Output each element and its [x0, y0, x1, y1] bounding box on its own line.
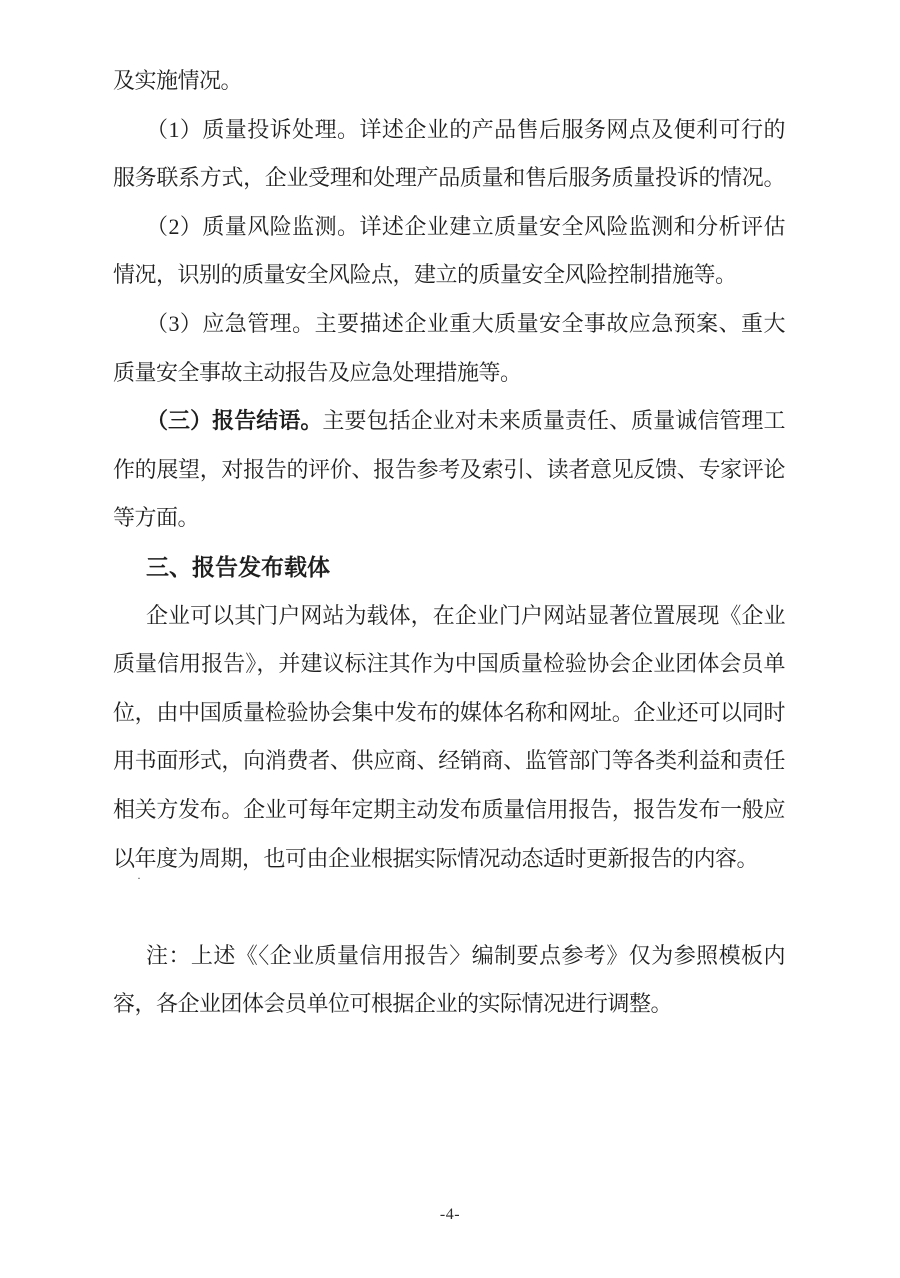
paragraph-start-line: 企业可以其门户网站为载体，在企业门户网站显著位置展现《企业 — [146, 602, 785, 628]
paragraph-line: 等方面。 — [113, 505, 200, 531]
paragraph-line: 质量信用报告》，并建议标注其作为中国质量检验协会企业团体会员单 — [113, 651, 785, 677]
blank-line — [113, 883, 785, 932]
paragraph-line: 以年度为周期，也可由企业根据实际情况动态适时更新报告的内容。 — [113, 845, 759, 871]
page-number: -4- — [439, 1206, 461, 1223]
scan-artifact-dot: · — [137, 871, 141, 885]
paragraph-line: 位，由中国质量检验协会集中发布的媒体名称和网址。企业还可以同时 — [113, 699, 785, 725]
paragraph-line: 服务联系方式，企业受理和处理产品质量和售后服务质量投诉的情况。 — [113, 165, 785, 191]
paragraph-start-line: （1）质量投诉处理。详述企业的产品售后服务网点及便利可行的 — [146, 116, 785, 142]
paragraph-line: 及实施情况。 — [113, 68, 243, 93]
paragraph-line: 情况，识别的质量安全风险点，建立的质量安全风险控制措施等。 — [113, 262, 737, 288]
paragraph-line: 相关方发布。企业可每年定期主动发布质量信用报告，报告发布一般应 — [113, 796, 785, 822]
paragraph-line: 质量安全事故主动报告及应急处理措施等。 — [113, 359, 522, 385]
section-heading: 三、报告发布载体 — [146, 553, 330, 580]
paragraph-start-line: （3）应急管理。主要描述企业重大质量安全事故应急预案、重大 — [146, 310, 785, 336]
bold-run-in-heading: （三）报告结语。 — [146, 408, 323, 434]
paragraph-start-line: （2）质量风险监测。详述企业建立质量安全风险监测和分析评估 — [146, 213, 785, 239]
paragraph-line: 用书面形式，向消费者、供应商、经销商、监管部门等各类利益和责任 — [113, 748, 785, 774]
document-body — [113, 57, 785, 1029]
paragraph-start-line — [113, 397, 785, 446]
note-start-line: 注：上述《〈企业质量信用报告〉编制要点参考》仅为参照模板内 — [146, 942, 785, 968]
paragraph-line: 作的展望，对报告的评价、报告参考及索引、读者意见反馈、专家评论 — [113, 456, 785, 482]
paragraph-text: 主要包括企业对未来质量责任、质量诚信管理工 — [322, 408, 785, 434]
note-line: 容，各企业团体会员单位可根据企业的实际情况进行调整。 — [113, 991, 673, 1017]
